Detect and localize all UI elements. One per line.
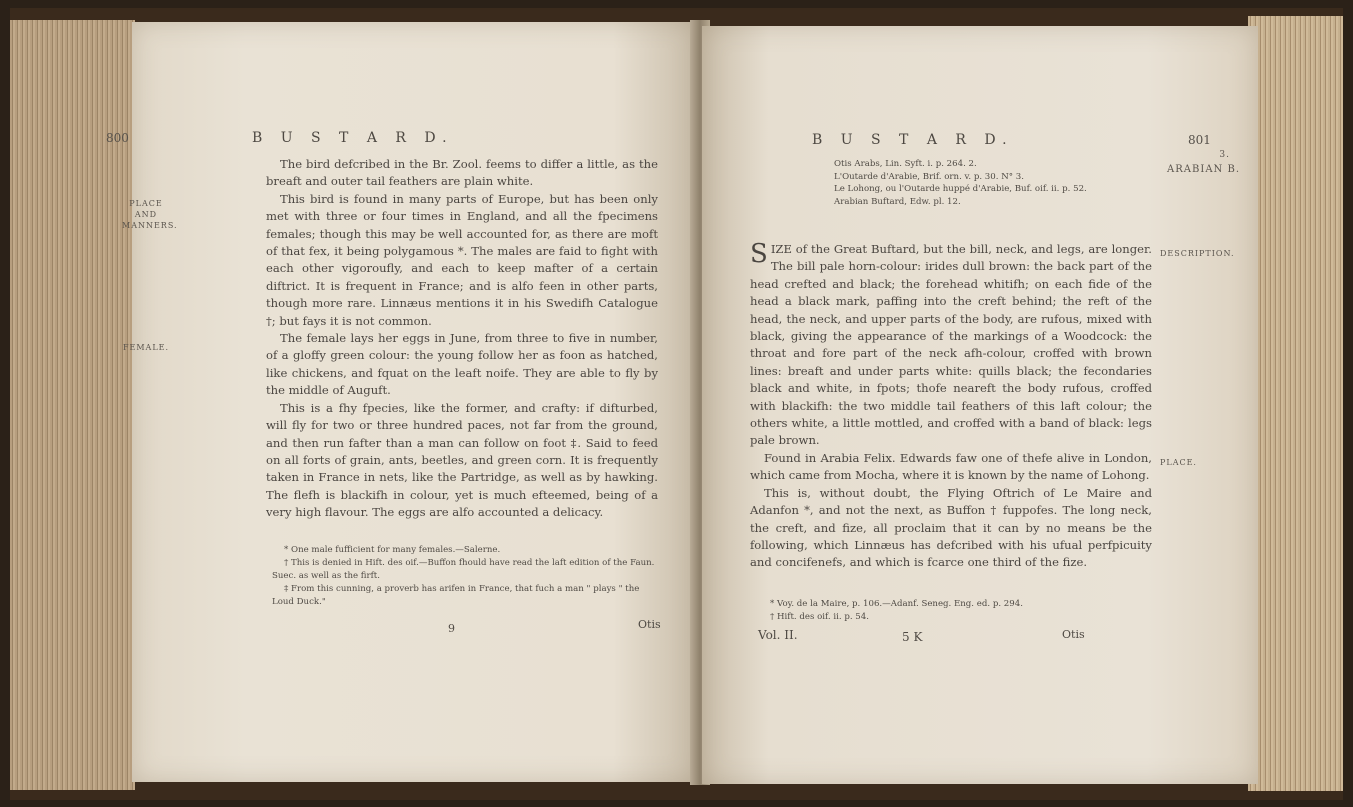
paragraph-text: IZE of the Great Buftard, but the bill, neck, and legs, are longer. The bill pale horn-colour: irides dull brown: the back part of the head crefted and black; the forehead whitifh; on each fide of the head a black mark, paffing into the creft behind; the reft of the head, the neck, and upper parts of the body, are rufous, mixed with black, giving the appearance of the markings of a Woodcock: the throat and fore part of the neck afh-colour, croffed with brown lines: breaft and under parts white: quills black; the fecondaries black and white, in fpots; thofe neareft the body rufous, croffed with blackifh: the two middle tail feathers of this laft colour; the others white, a little mottled, and croffed with a band of black: legs pale brown. — [750, 242, 1152, 448]
synonym: L'Outarde d'Arabie, Brif. orn. v. p. 30. N° 3. — [834, 171, 1024, 182]
footnotes — [272, 544, 656, 609]
paragraph: Found in Arabia Felix. Edwards faw one of thefe alive in London, which came from Mocha, where it is known by the name of Lohong. — [750, 450, 1152, 483]
signature-mark: 5 K — [902, 630, 923, 644]
right-page-edges — [1248, 16, 1343, 791]
running-head: B U S T A R D. — [812, 132, 1014, 148]
first-paragraph — [750, 241, 1152, 450]
footnote: * Voy. de la Maire, p. 106.—Adanf. Seneg. Eng. ed. p. 294. — [770, 599, 1023, 609]
footnote: ‡ From this cunning, a proverb has arifen in France, that fuch a man " plays " the Loud Duck." — [272, 584, 640, 607]
catchword: Otis — [638, 618, 661, 631]
footnote: * One male fufficient for many females.—Salerne. — [284, 545, 501, 555]
signature-mark: 9 — [448, 622, 455, 635]
species-title: ARABIAN B. — [1167, 164, 1240, 175]
running-head: B U S T A R D. — [252, 130, 454, 146]
right-page — [702, 26, 1258, 784]
footnotes — [758, 598, 1154, 624]
paragraph: This is, without doubt, the Flying Oftrich of Le Maire and Adanfon *, and not the next, as Buffon † fuppofes. The long neck, the creft, and fize, all proclaim that it can by no means be the following, which Linnæus has defcribed with his ufual perfpicuity and concifenefs, and which is fcarce one third of the fize. — [750, 485, 1152, 570]
side-note-place: PLACE. — [1160, 458, 1197, 467]
footnote: † This is denied in Hift. des oif.—Buffon fhould have read the laft edition of the Faun. Suec. as well as the firft. — [272, 558, 655, 581]
drop-cap: S — [750, 239, 768, 269]
side-note-place-and-manners: PLACE AND MANNERS. — [122, 199, 178, 230]
body-text — [266, 156, 658, 522]
paragraph: This is a fhy fpecies, like the former, and crafty: if difturbed, will fly for two or three hundred paces, not far from the ground, and then run fafter than a man can follow on foot ‡. Said to feed on all forts of grain, ants, beetles, and green corn. It is frequently taken in France in nets, like the Partridge, as well as by hawking. The flefh is blackifh in colour, yet is much efteemed, being of a very high flavour. The eggs are alfo accounted a delicacy. — [266, 400, 658, 520]
species-number: 3. — [1219, 150, 1230, 160]
side-note-description: DESCRIPTION. — [1160, 249, 1235, 258]
page-number: 800 — [106, 131, 129, 145]
synonym: Otis Arabs, Lin. Syft. i. p. 264. 2. — [834, 159, 977, 169]
volume-label: Vol. II. — [758, 628, 798, 642]
paragraph: This bird is found in many parts of Europe, but has been only met with three or four times in England, and all the fpecimens females; though this may be well accounted for, as there are moft of that fex, it being polygamous *. The males are faid to fight with each other vigoroufly, and each to keep mafter of a certain diftrict. It is frequent in France; and is alfo feen in other parts, though more rare. Linnæus mentions it in his Swedifh Catalogue †; but fays it is not common. — [266, 191, 658, 328]
footnote: † Hift. des oif. ii. p. 54. — [770, 612, 869, 622]
paragraph: The female lays her eggs in June, from three to five in number, of a gloffy green colour: the young follow her as foon as hatched, like chickens, and fquat on the leaft noife. They are able to fly by the middle of Auguft. — [266, 331, 658, 398]
catchword: Otis — [1062, 628, 1085, 641]
paragraph: The bird defcribed in the Br. Zool. feems to differ a little, as the breaft and outer tail feathers are plain white. — [266, 157, 658, 189]
synonym: Le Lohong, ou l'Outarde huppé d'Arabie, Buf. oif. ii. p. 52. — [834, 184, 1087, 195]
side-note-female: FEMALE. — [122, 343, 170, 352]
body-text — [750, 241, 1152, 572]
synonym: Arabian Buftard, Edw. pl. 12. — [834, 196, 961, 207]
page-number: 801 — [1188, 133, 1211, 147]
left-page — [106, 22, 698, 782]
